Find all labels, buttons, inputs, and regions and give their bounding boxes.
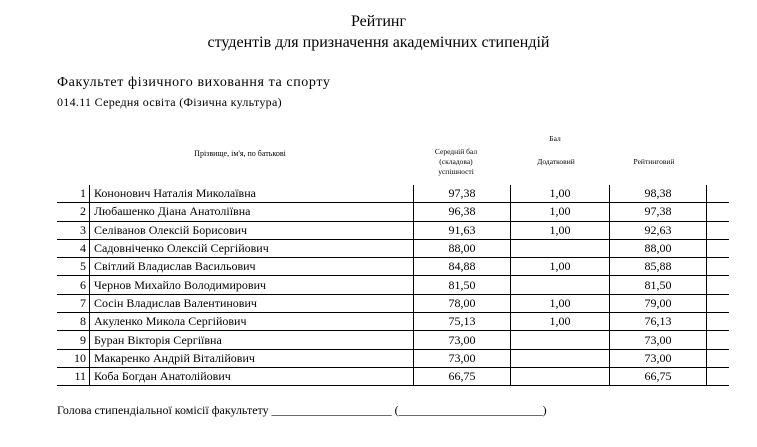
student-name: Акуленко Микола Сергійович bbox=[94, 314, 247, 329]
average-score: 73,00 bbox=[414, 331, 511, 349]
table-row bbox=[57, 349, 729, 367]
rating-score: 76,13 bbox=[610, 313, 707, 331]
student-name: Коба Богдан Анатолійович bbox=[94, 369, 231, 384]
additional-score: 1,00 bbox=[511, 258, 610, 276]
average-score: 78,00 bbox=[414, 294, 511, 312]
row-end-cell bbox=[707, 367, 730, 385]
row-end-cell bbox=[707, 239, 730, 257]
row-end-cell bbox=[707, 221, 730, 239]
additional-score bbox=[511, 367, 610, 385]
header-additional: Додатковий bbox=[537, 157, 575, 166]
rating-score: 92,63 bbox=[610, 221, 707, 239]
additional-score bbox=[511, 349, 610, 367]
additional-score: 1,00 bbox=[511, 313, 610, 331]
average-score: 88,00 bbox=[414, 239, 511, 257]
table-row bbox=[57, 367, 729, 385]
additional-score bbox=[511, 331, 610, 349]
row-end-cell bbox=[707, 294, 730, 312]
student-name: Садовніченко Олексій Сергійович bbox=[94, 241, 269, 256]
row-number: 7 bbox=[57, 294, 90, 312]
row-end-cell bbox=[707, 185, 730, 203]
additional-score bbox=[511, 276, 610, 294]
document-title: Рейтинг bbox=[350, 13, 407, 30]
header-name: Прізвище, ім'я, по батькові bbox=[194, 149, 286, 158]
row-number: 9 bbox=[57, 331, 90, 349]
student-name: Любашенко Діана Анатоліївна bbox=[94, 204, 251, 219]
row-number: 11 bbox=[57, 367, 90, 385]
average-score: 91,63 bbox=[414, 221, 511, 239]
student-name: Сосін Владислав Валентинович bbox=[94, 295, 257, 310]
header-score-group: Бал bbox=[549, 134, 561, 143]
signature-line: Голова стипендіальної комісії факультету ____________________ (________________________) bbox=[57, 403, 547, 417]
average-score: 96,38 bbox=[414, 203, 511, 221]
header-average-line3: успішності bbox=[438, 167, 474, 176]
student-name: Селіванов Олексій Борисович bbox=[94, 222, 248, 237]
student-name: Чернов Михайло Володимирович bbox=[94, 277, 267, 292]
header-average-line1: Середній бал bbox=[434, 147, 478, 156]
document-subtitle: студентів для призначення академічних стипендій bbox=[207, 34, 550, 51]
specialty-label: 014.11 Середня освіта (Фізична культура) bbox=[57, 95, 282, 109]
rating-score: 97,38 bbox=[610, 203, 707, 221]
rating-score: 79,00 bbox=[610, 294, 707, 312]
header-rating: Рейтинговий bbox=[633, 157, 675, 166]
student-name: Буран Вікторія Сергіївна bbox=[94, 332, 222, 347]
table-row bbox=[57, 313, 729, 331]
table-row bbox=[57, 258, 729, 276]
rating-table bbox=[57, 185, 729, 386]
average-score: 97,38 bbox=[414, 185, 511, 203]
header-average bbox=[418, 147, 494, 177]
row-end-cell bbox=[707, 258, 730, 276]
row-number: 10 bbox=[57, 349, 90, 367]
rating-score: 73,00 bbox=[610, 349, 707, 367]
row-number: 2 bbox=[57, 203, 90, 221]
row-number: 1 bbox=[57, 185, 90, 203]
table-row bbox=[57, 203, 729, 221]
average-score: 84,88 bbox=[414, 258, 511, 276]
table-row bbox=[57, 294, 729, 312]
row-end-cell bbox=[707, 349, 730, 367]
rating-score: 98,38 bbox=[610, 185, 707, 203]
average-score: 81,50 bbox=[414, 276, 511, 294]
table-row bbox=[57, 221, 729, 239]
row-end-cell bbox=[707, 313, 730, 331]
average-score: 75,13 bbox=[414, 313, 511, 331]
student-name: Світлий Владислав Васильович bbox=[94, 259, 256, 274]
additional-score: 1,00 bbox=[511, 294, 610, 312]
table-row bbox=[57, 276, 729, 294]
header-average-line2: (складова) bbox=[439, 157, 473, 166]
rating-score: 88,00 bbox=[610, 239, 707, 257]
faculty-label: Факультет фізичного виховання та спорту bbox=[57, 75, 331, 90]
additional-score bbox=[511, 239, 610, 257]
row-number: 6 bbox=[57, 276, 90, 294]
student-name: Макаренко Андрій Віталійович bbox=[94, 350, 255, 365]
average-score: 66,75 bbox=[414, 367, 511, 385]
average-score: 73,00 bbox=[414, 349, 511, 367]
rating-score: 85,88 bbox=[610, 258, 707, 276]
table-row bbox=[57, 331, 729, 349]
row-number: 5 bbox=[57, 258, 90, 276]
row-number: 4 bbox=[57, 239, 90, 257]
student-name: Кононович Наталія Миколаївна bbox=[94, 186, 256, 201]
row-number: 8 bbox=[57, 313, 90, 331]
rating-score: 73,00 bbox=[610, 331, 707, 349]
row-end-cell bbox=[707, 203, 730, 221]
table-row bbox=[57, 185, 729, 203]
table-row bbox=[57, 239, 729, 257]
row-number: 3 bbox=[57, 221, 90, 239]
row-end-cell bbox=[707, 276, 730, 294]
rating-score: 81,50 bbox=[610, 276, 707, 294]
additional-score: 1,00 bbox=[511, 203, 610, 221]
row-end-cell bbox=[707, 331, 730, 349]
rating-score: 66,75 bbox=[610, 367, 707, 385]
additional-score: 1,00 bbox=[511, 221, 610, 239]
additional-score: 1,00 bbox=[511, 185, 610, 203]
